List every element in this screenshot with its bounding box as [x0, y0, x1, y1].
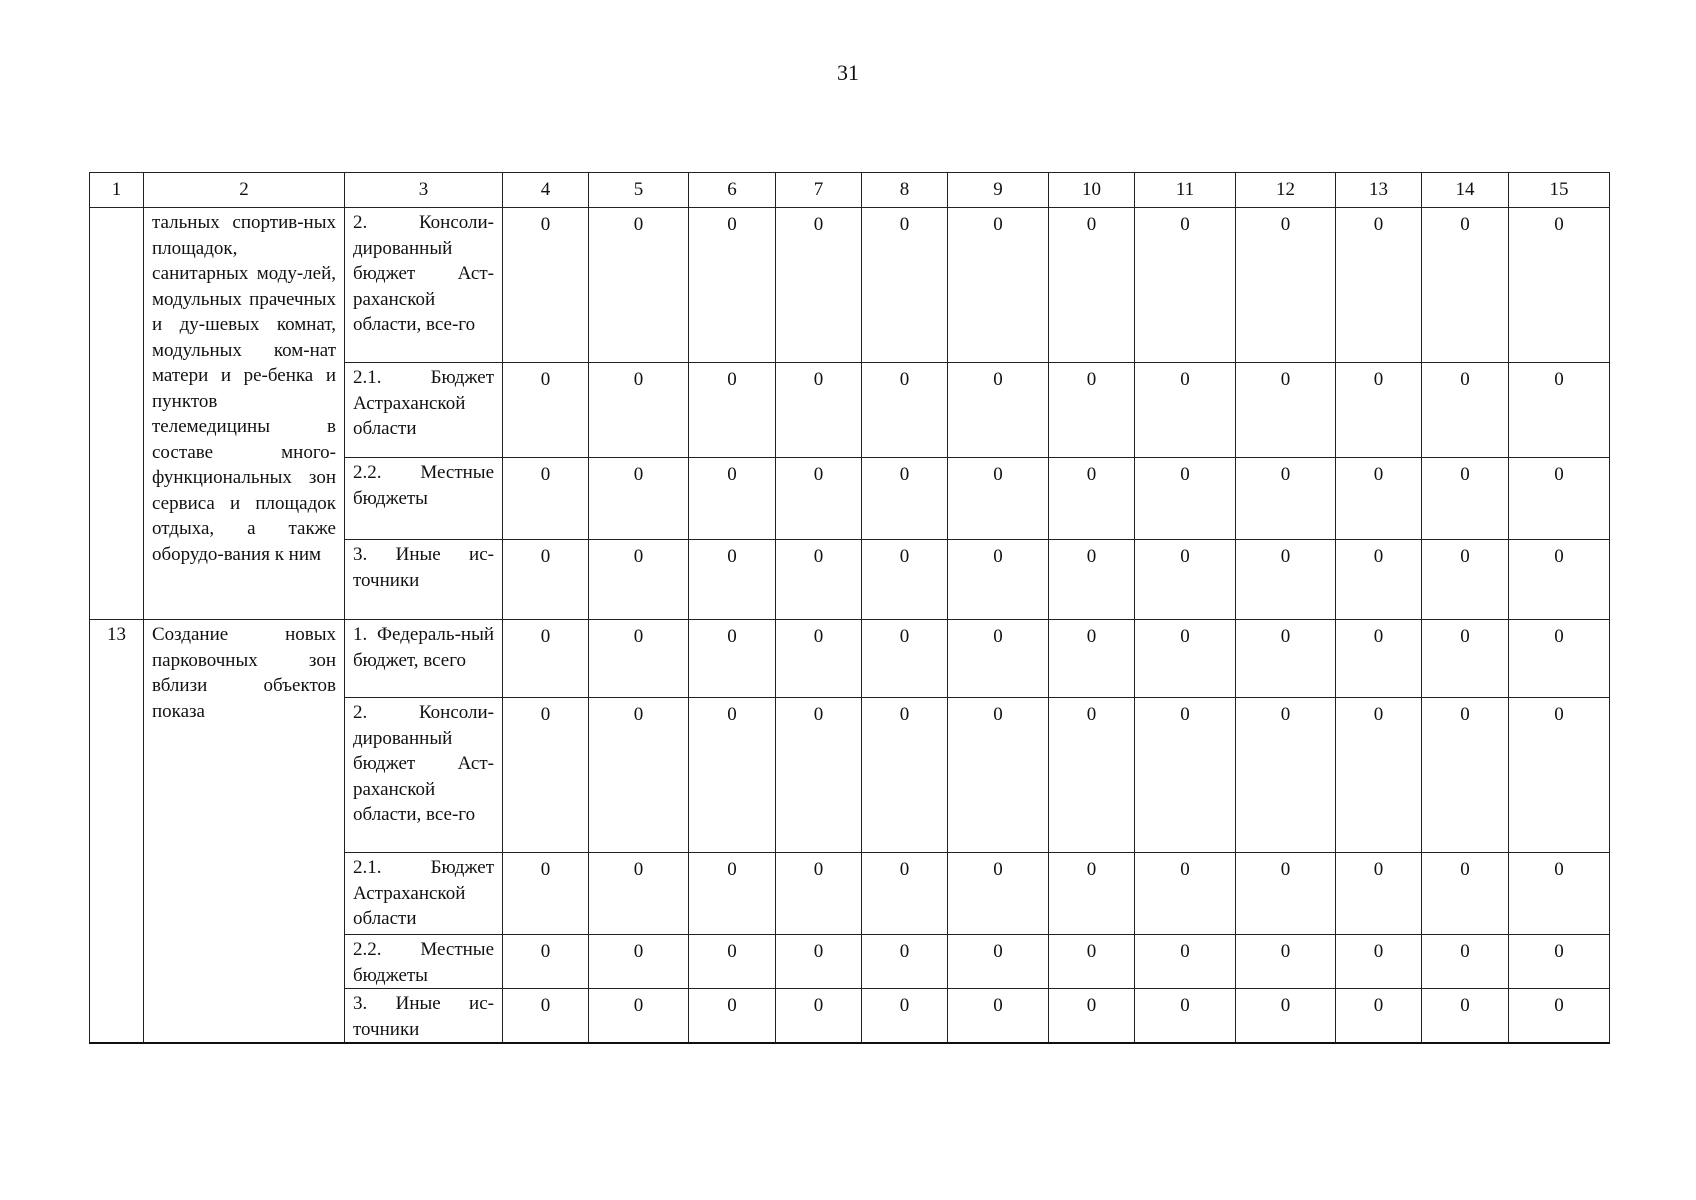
value-cell: 0 [1135, 935, 1236, 989]
value-cell: 0 [589, 935, 689, 989]
value-cell: 0 [1422, 363, 1509, 458]
value-cell: 0 [948, 853, 1049, 935]
value-cell: 0 [1509, 208, 1610, 363]
value-cell: 0 [1336, 935, 1422, 989]
value-cell: 0 [776, 540, 862, 620]
header-row [90, 173, 1610, 208]
value-cell: 0 [689, 458, 776, 540]
value-cell: 0 [1509, 935, 1610, 989]
value-cell: 0 [1336, 698, 1422, 853]
budget-table [89, 172, 1610, 1044]
value-cell: 0 [1049, 698, 1135, 853]
funding-source-cell: 2.2. Местные бюджеты [345, 935, 503, 989]
value-cell: 0 [1509, 989, 1610, 1044]
value-cell: 0 [1135, 363, 1236, 458]
value-cell: 0 [776, 853, 862, 935]
value-cell: 0 [1236, 540, 1336, 620]
value-cell: 0 [589, 458, 689, 540]
value-cell: 0 [1135, 698, 1236, 853]
header-cell: 7 [776, 173, 862, 208]
value-cell: 0 [1509, 540, 1610, 620]
value-cell: 0 [589, 540, 689, 620]
value-cell: 0 [689, 698, 776, 853]
value-cell: 0 [1422, 540, 1509, 620]
value-cell: 0 [503, 698, 589, 853]
value-cell: 0 [862, 620, 948, 698]
value-cell: 0 [1509, 363, 1610, 458]
group-b-rows [90, 620, 1610, 1044]
value-cell: 0 [776, 620, 862, 698]
value-cell: 0 [1135, 853, 1236, 935]
value-cell: 0 [948, 458, 1049, 540]
value-cell: 0 [503, 208, 589, 363]
value-cell: 0 [503, 363, 589, 458]
header-cell: 5 [589, 173, 689, 208]
value-cell: 0 [1049, 540, 1135, 620]
value-cell: 0 [862, 698, 948, 853]
value-cell: 0 [862, 458, 948, 540]
value-cell: 0 [948, 698, 1049, 853]
value-cell: 0 [1135, 989, 1236, 1044]
header-cell: 13 [1336, 173, 1422, 208]
value-cell: 0 [503, 540, 589, 620]
value-cell: 0 [776, 208, 862, 363]
value-cell: 0 [948, 363, 1049, 458]
value-cell: 0 [589, 363, 689, 458]
measure-description-cell: тальных спортив-ных площадок, санитарных моду-лей, модульных прачечных и ду-шевых комнат, модульных ком-нат матери и ре-бенка и пунктов телемедицины в составе много-функциональных зон сервиса и площадок отдыха, а также оборудо-вания к ним [144, 208, 345, 620]
funding-source-cell: 3. Иные ис-точники [345, 989, 503, 1044]
value-cell: 0 [1135, 458, 1236, 540]
funding-source-cell: 2.1. Бюджет Астраханской области [345, 853, 503, 935]
funding-source-cell: 3. Иные ис-точники [345, 540, 503, 620]
group-a-rows [90, 208, 1610, 620]
value-cell: 0 [1336, 853, 1422, 935]
value-cell: 0 [1336, 458, 1422, 540]
value-cell: 0 [1336, 540, 1422, 620]
header-cell: 4 [503, 173, 589, 208]
value-cell: 0 [1336, 989, 1422, 1044]
value-cell: 0 [1422, 853, 1509, 935]
value-cell: 0 [1336, 208, 1422, 363]
value-cell: 0 [589, 698, 689, 853]
table-row [90, 208, 1610, 363]
value-cell: 0 [1135, 620, 1236, 698]
value-cell: 0 [1135, 540, 1236, 620]
value-cell: 0 [1236, 989, 1336, 1044]
value-cell: 0 [689, 363, 776, 458]
value-cell: 0 [862, 208, 948, 363]
value-cell: 0 [1422, 698, 1509, 853]
header-cell: 2 [144, 173, 345, 208]
value-cell: 0 [862, 363, 948, 458]
value-cell: 0 [589, 853, 689, 935]
header-cell: 3 [345, 173, 503, 208]
page-number: 31 [837, 60, 859, 85]
value-cell: 0 [689, 620, 776, 698]
value-cell: 0 [948, 620, 1049, 698]
measure-description-cell: Создание новых парковочных зон вблизи объектов показа [144, 620, 345, 1044]
value-cell: 0 [1135, 208, 1236, 363]
header-cell: 14 [1422, 173, 1509, 208]
value-cell: 0 [1336, 620, 1422, 698]
funding-source-cell: 2.1. Бюджет Астраханской области [345, 363, 503, 458]
value-cell: 0 [862, 540, 948, 620]
value-cell: 0 [1236, 363, 1336, 458]
header-cell: 6 [689, 173, 776, 208]
value-cell: 0 [689, 208, 776, 363]
value-cell: 0 [948, 208, 1049, 363]
value-cell: 0 [776, 363, 862, 458]
value-cell: 0 [862, 853, 948, 935]
funding-source-cell: 2. Консоли-дированный бюджет Аст-раханской области, все-го [345, 698, 503, 853]
value-cell: 0 [862, 989, 948, 1044]
value-cell: 0 [1049, 363, 1135, 458]
value-cell: 0 [589, 989, 689, 1044]
header-cell: 15 [1509, 173, 1610, 208]
value-cell: 0 [689, 989, 776, 1044]
value-cell: 0 [503, 989, 589, 1044]
header-cell: 9 [948, 173, 1049, 208]
value-cell: 0 [1236, 458, 1336, 540]
header-cell: 11 [1135, 173, 1236, 208]
value-cell: 0 [776, 935, 862, 989]
header-cell: 10 [1049, 173, 1135, 208]
value-cell: 0 [1509, 620, 1610, 698]
funding-source-cell: 2. Консоли-дированный бюджет Аст-раханской области, все-го [345, 208, 503, 363]
header-cell: 1 [90, 173, 144, 208]
header-cell: 8 [862, 173, 948, 208]
row-number-cell [90, 208, 144, 620]
value-cell: 0 [948, 989, 1049, 1044]
row-number-cell: 13 [90, 620, 144, 1044]
table-row [90, 620, 1610, 698]
value-cell: 0 [1509, 458, 1610, 540]
value-cell: 0 [1422, 208, 1509, 363]
value-cell: 0 [862, 935, 948, 989]
value-cell: 0 [948, 540, 1049, 620]
value-cell: 0 [1049, 208, 1135, 363]
header-cell: 12 [1236, 173, 1336, 208]
value-cell: 0 [1509, 698, 1610, 853]
value-cell: 0 [1236, 698, 1336, 853]
value-cell: 0 [1509, 853, 1610, 935]
value-cell: 0 [1336, 363, 1422, 458]
value-cell: 0 [1049, 853, 1135, 935]
value-cell: 0 [1049, 935, 1135, 989]
value-cell: 0 [503, 935, 589, 989]
value-cell: 0 [1236, 208, 1336, 363]
value-cell: 0 [503, 620, 589, 698]
value-cell: 0 [1422, 458, 1509, 540]
funding-source-cell: 2.2. Местные бюджеты [345, 458, 503, 540]
value-cell: 0 [689, 540, 776, 620]
value-cell: 0 [503, 853, 589, 935]
value-cell: 0 [948, 935, 1049, 989]
value-cell: 0 [589, 620, 689, 698]
value-cell: 0 [689, 935, 776, 989]
value-cell: 0 [1049, 620, 1135, 698]
value-cell: 0 [1422, 935, 1509, 989]
value-cell: 0 [1049, 989, 1135, 1044]
value-cell: 0 [1422, 620, 1509, 698]
value-cell: 0 [1049, 458, 1135, 540]
value-cell: 0 [589, 208, 689, 363]
funding-source-cell: 1. Федераль-ный бюджет, всего [345, 620, 503, 698]
value-cell: 0 [503, 458, 589, 540]
value-cell: 0 [776, 698, 862, 853]
value-cell: 0 [1236, 853, 1336, 935]
value-cell: 0 [776, 458, 862, 540]
value-cell: 0 [1236, 620, 1336, 698]
value-cell: 0 [1422, 989, 1509, 1044]
value-cell: 0 [776, 989, 862, 1044]
value-cell: 0 [1236, 935, 1336, 989]
value-cell: 0 [689, 853, 776, 935]
